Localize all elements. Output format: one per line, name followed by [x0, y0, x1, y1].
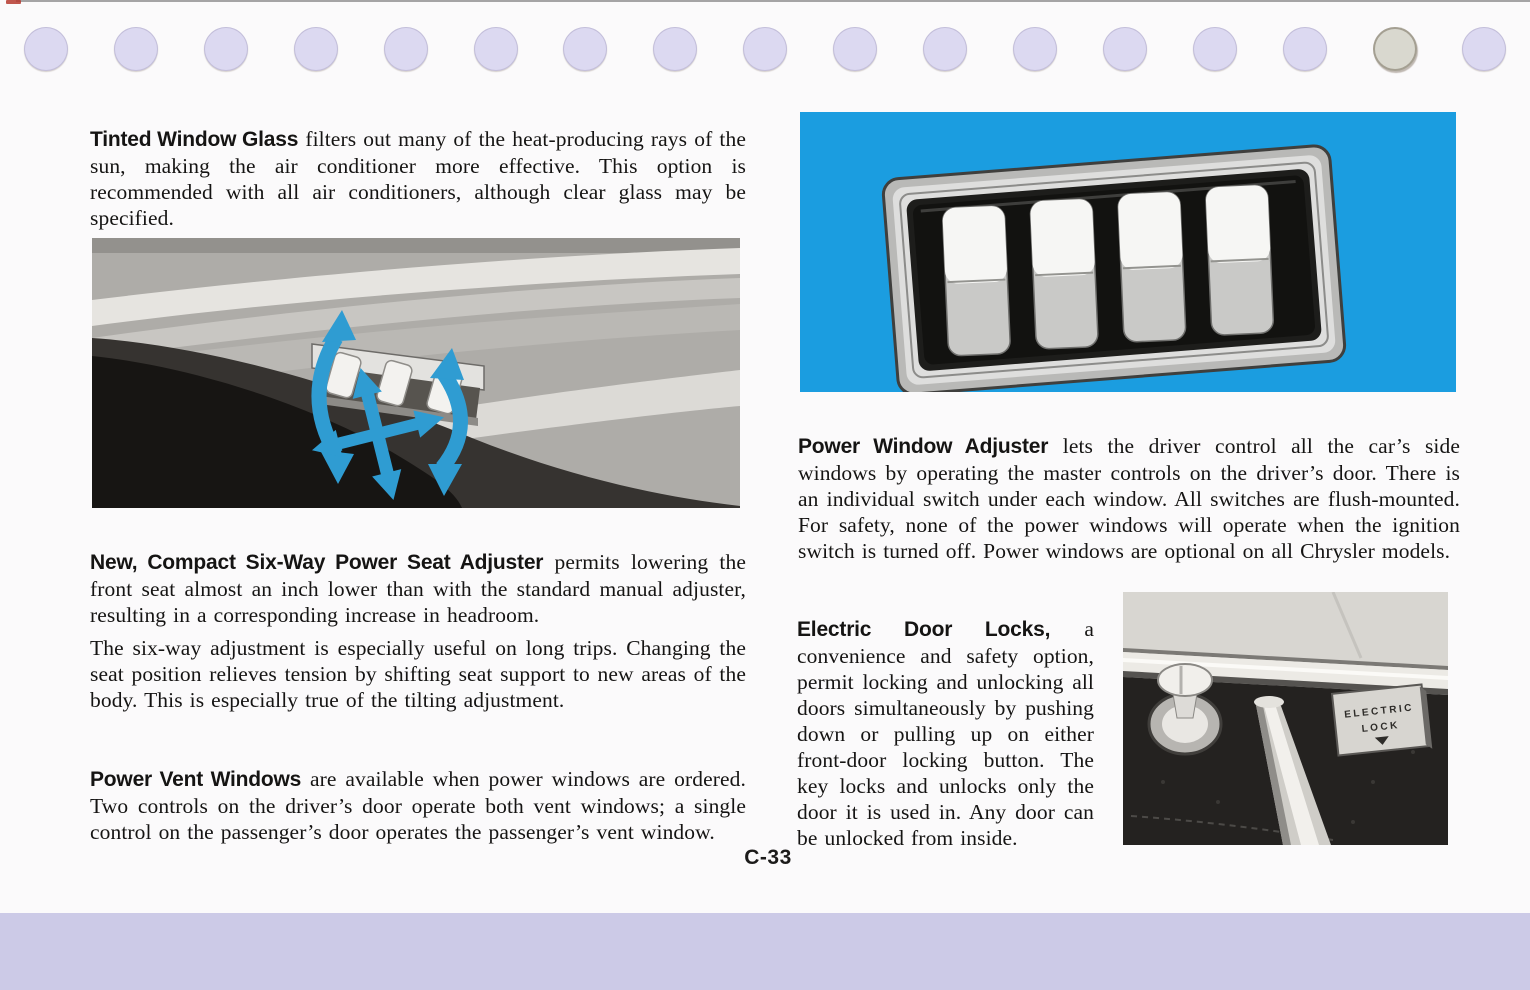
power-window-switch-art — [800, 112, 1456, 392]
switch-plate — [882, 145, 1346, 392]
body-window-adjuster: lets the driver control all the car’s side windows by operating the master controls on the driver’s door. There is an individual switch under each window. All switches are flush-mounted. For safety, none of the power windows will operate when the ignition switch is turned off. Power windows are optional on all Chrysler models. — [798, 433, 1460, 563]
binding-hole — [294, 27, 338, 71]
binding-hole — [653, 27, 697, 71]
body-tinted-window-glass: filters out many of the heat-producing rays of the sun, making the air conditioner more effective. This option is recommended with all air conditioners, although clear glass may be specified. — [90, 126, 746, 230]
body-seat-adjuster: permits lowering the front seat almost an inch lower than with the standard manual adjuster, resulting in a corresponding increase in headroom. — [90, 549, 746, 627]
electric-door-lock-photo — [1123, 592, 1448, 845]
paragraph-seat-adjuster — [90, 549, 746, 628]
binding-hole — [1103, 27, 1147, 71]
rocker-switch-3 — [1118, 192, 1186, 343]
heading-tinted-window-glass: Tinted Window Glass — [90, 127, 299, 151]
red-registration-mark — [6, 0, 21, 4]
binding-hole — [563, 27, 607, 71]
binding-hole — [204, 27, 248, 71]
body-vent-windows: are available when power windows are ordered. Two controls on the driver’s door operate both vent windows; a single control on the passenger’s door operates the passenger’s vent window. — [90, 766, 746, 844]
binding-hole — [24, 27, 68, 71]
binding-hole — [833, 27, 877, 71]
binding-hole — [474, 27, 518, 71]
binding-hole — [384, 27, 428, 71]
rocker-switch-1 — [942, 206, 1010, 357]
binding-hole — [114, 27, 158, 71]
power-window-switch-photo — [800, 112, 1456, 392]
paragraph-vent-windows — [90, 766, 746, 845]
rocker-switch-4 — [1205, 185, 1273, 336]
electric-lock-label-line2: LOCK — [1361, 719, 1401, 735]
door-lock-knob — [1149, 664, 1221, 754]
binding-hole — [923, 27, 967, 71]
binding-hole — [1373, 27, 1417, 71]
footer-strip — [0, 913, 1530, 990]
heading-door-locks: Electric Door Locks, — [797, 617, 1051, 641]
binding-hole — [1283, 27, 1327, 71]
binding-hole — [1013, 27, 1057, 71]
paragraph-window-adjuster — [798, 433, 1460, 564]
paragraph-door-locks — [797, 616, 1094, 851]
body-six-way: The six-way adjustment is especially useful on long trips. Changing the seat position relieves tension by shifting seat support to new areas of the body. This is especially true of the tilting adjustment. — [90, 635, 746, 712]
binding-hole — [1193, 27, 1237, 71]
page-number: C-33 — [744, 846, 792, 869]
seat-adjuster-photo-art — [92, 238, 740, 508]
heading-seat-adjuster: New, Compact Six-Way Power Seat Adjuster — [90, 550, 544, 574]
electric-lock-label-line1: ELECTRIC — [1343, 702, 1415, 721]
page-top-edge — [16, 0, 1530, 2]
paragraph-six-way — [90, 635, 746, 713]
paragraph-tinted-window-glass — [90, 126, 746, 231]
binding-hole — [1462, 27, 1506, 71]
electric-lock-plate — [1332, 684, 1432, 758]
rocker-switch-2 — [1030, 199, 1098, 350]
seat-adjuster-photo — [92, 238, 740, 508]
heading-vent-windows: Power Vent Windows — [90, 767, 302, 791]
heading-window-adjuster: Power Window Adjuster — [798, 434, 1049, 458]
body-door-locks: a convenience and safety option, permit locking and unlocking all doors simultaneously by pushing down or pulling up on either front-door locking button. The key locks and unlocks only the door it is used in. Any door can be unlocked from inside. — [797, 616, 1094, 850]
binding-hole — [743, 27, 787, 71]
electric-door-lock-art — [1123, 592, 1448, 845]
